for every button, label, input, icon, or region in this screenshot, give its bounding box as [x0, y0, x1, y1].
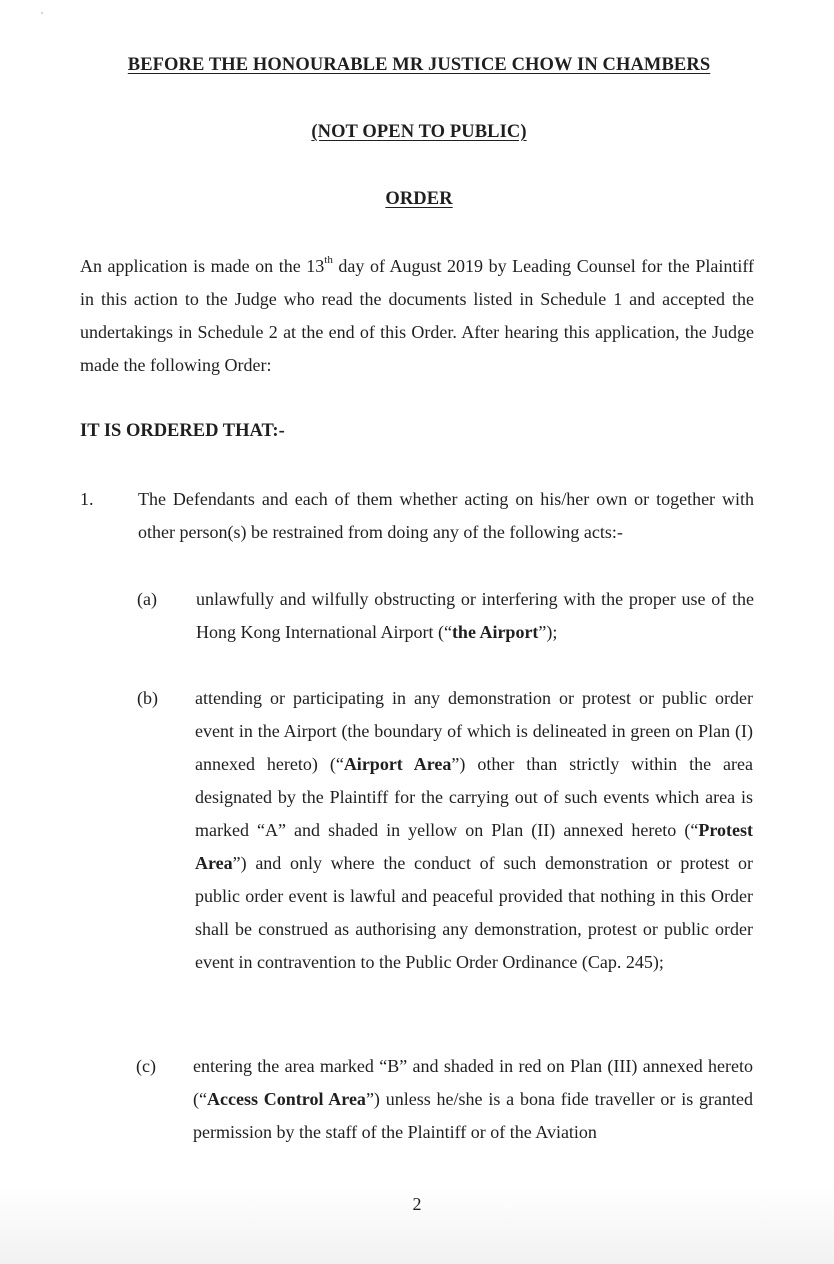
- defined-term-access-control-area: Access Control Area: [206, 1089, 366, 1109]
- subitem-c-text-part1: entering the area marked “B” and shaded in red on Plan (III) annexed hereto (“: [193, 1056, 753, 1109]
- intro-ordinal-suffix: th: [324, 254, 333, 266]
- defined-term-airport: the Airport: [451, 622, 539, 642]
- intro-paragraph: [80, 250, 754, 382]
- subitem-a-label: (a): [137, 589, 157, 609]
- court-heading: BEFORE THE HONOURABLE MR JUSTICE CHOW IN CHAMBERS: [127, 55, 711, 75]
- subitem-a-text-part1: unlawfully and wilfully obstructing or interfering with the proper use of the Hong Kong International Airport (“: [196, 589, 754, 642]
- access-heading: (NOT OPEN TO PUBLIC): [311, 122, 527, 142]
- item-text: The Defendants and each of them whether acting on his/her own or together with other person(s) be restrained from doing any of the following acts:-: [138, 489, 754, 542]
- intro-text-part2: day of August 2019 by Leading Counsel for the Plaintiff in this action to the Judge who read the documents listed in Schedule 1 and accepted the undertakings in Schedule 2 at the end of this Order. After hearing this application, the Judge made the following Order:: [80, 256, 754, 375]
- subitem-b-text: [195, 682, 753, 979]
- item-number: 1.: [80, 489, 94, 509]
- ordered-heading: IT IS ORDERED THAT:-: [80, 421, 285, 441]
- page-number: 2: [412, 1194, 422, 1214]
- subitem-c-text: [193, 1050, 753, 1149]
- subitem-a-text-part2: ”);: [538, 622, 558, 642]
- subitem-c-text-part2: ”) unless he/she is a bona fide traveller or is granted permission by the staff of the Plaintiff or of the Aviation: [193, 1089, 753, 1142]
- defined-term-airport-area: Airport Area: [343, 754, 452, 774]
- intro-text-part1: An application is made on the 13: [80, 256, 325, 276]
- subitem-b-text-part3: ”) and only where the conduct of such demonstration or protest or public order event is lawful and peaceful provided that nothing in this Order shall be construed as authorising any demonstration, protest or public order event in contravention to the Public Order Ordinance (Cap. 245);: [195, 853, 753, 972]
- subitem-b-label: (b): [137, 688, 158, 708]
- defined-term-protest-area: Protest Area: [195, 820, 753, 873]
- subitem-b-text-part2: ”) other than strictly within the area designated by the Plaintiff for the carrying out of such events which area is marked “A” and shaded in yellow on Plan (II) annexed hereto (“: [195, 754, 753, 840]
- subitem-b-text-part1: attending or participating in any demonstration or protest or public order event in the Airport (the boundary of which is delineated in green on Plan (I) annexed hereto) (“: [195, 688, 753, 774]
- subitem-a-text: [196, 583, 754, 649]
- scan-speck: [41, 12, 43, 14]
- order-title: ORDER: [385, 189, 453, 209]
- subitem-c-label: (c): [136, 1056, 156, 1076]
